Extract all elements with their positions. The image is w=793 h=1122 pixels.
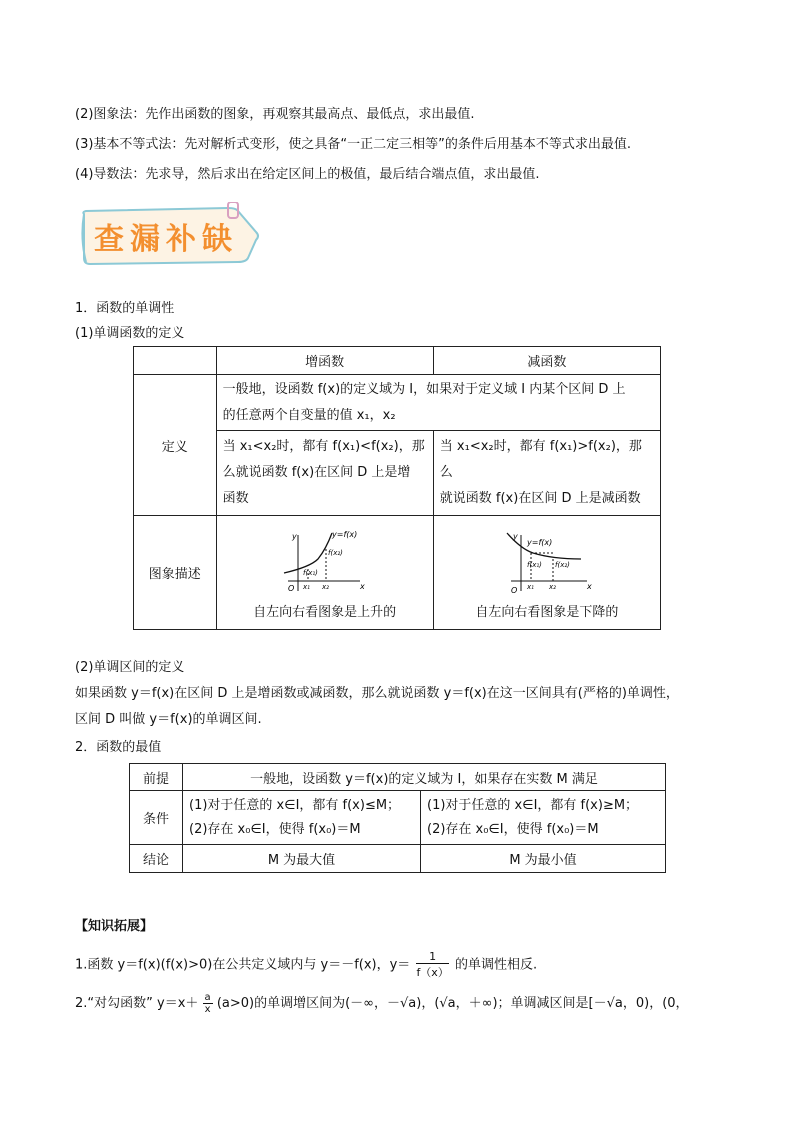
g-dec-y: y xyxy=(512,532,518,541)
extremum-table xyxy=(129,763,666,873)
g-dec-fx1: f(x₁) xyxy=(526,561,542,569)
s1-sub2-text2: 区间 D 叫做 y＝f(x)的单调区间. xyxy=(75,712,262,727)
def-common-2: 的任意两个自变量的值 x₁，x₂ xyxy=(222,407,396,423)
def-inc-2: 么就说函数 f(x)在区间 D 上是增 xyxy=(222,465,411,480)
cond-min-1: (1)对于任意的 x∈I，都有 f(x)≥M； xyxy=(427,797,639,813)
concl-max: M 为最大值 xyxy=(183,845,421,873)
cond-label: 条件 xyxy=(130,791,183,845)
def-dec-2: 就说函数 f(x)在区间 D 上是减函数 xyxy=(439,491,641,506)
premise-label: 前提 xyxy=(130,764,183,791)
g-dec-fx2: f(x₂) xyxy=(554,561,570,569)
ext-item1-fraction xyxy=(416,950,448,980)
g-dec-x: x xyxy=(586,582,592,591)
def-decreasing xyxy=(433,431,660,516)
increasing-graph xyxy=(280,529,370,601)
cond-max-2: (2)存在 x₀∈I，使得 f(x₀)＝M xyxy=(189,821,361,837)
s1-sub2: (2)单调区间的定义 xyxy=(75,660,185,675)
s2-heading: 2．函数的最值 xyxy=(75,740,162,755)
def-dec-1: 当 x₁<x₂时，都有 f(x₁)>f(x₂)，那么 xyxy=(439,439,642,480)
ext-item1-b: 的单调性相反. xyxy=(454,957,538,973)
intro-line-graph-method: (2)图象法：先作出函数的图象，再观察其最高点、最低点，求出最值. xyxy=(75,107,475,122)
ext-item2-fraction xyxy=(203,992,213,1015)
ext-item2-den: x xyxy=(204,1004,211,1015)
def-common-1: 一般地，设函数 f(x)的定义域为 I，如果对于定义域 I 内某个区间 D 上 xyxy=(222,381,626,397)
g-inc-fx: y=f(x) xyxy=(331,530,357,539)
g-dec-x2: x₂ xyxy=(548,583,556,591)
cond-max xyxy=(183,791,421,845)
def-inc-3: 函数 xyxy=(222,491,249,506)
col-decreasing: 减函数 xyxy=(433,347,660,375)
graph-increasing-cell xyxy=(216,516,433,630)
g-inc-o: O xyxy=(287,584,294,593)
cond-max-1: (1)对于任意的 x∈I，都有 f(x)≤M； xyxy=(189,797,401,813)
def-common xyxy=(216,375,660,431)
cond-min-2: (2)存在 x₀∈I，使得 f(x₀)＝M xyxy=(427,821,599,837)
ext-heading: 【知识拓展】 xyxy=(75,919,154,934)
intro-line-derivative-method: (4)导数法：先求导，然后求出在给定区间上的极值，最后结合端点值，求出最值. xyxy=(75,167,540,182)
g-dec-x1: x₁ xyxy=(526,583,534,591)
intro-line-inequality-method: (3)基本不等式法：先对解析式变形，使之具备“一正二定三相等”的条件后用基本不等式求出最值. xyxy=(75,137,632,152)
ext-item1-num: 1 xyxy=(416,950,448,964)
g-inc-fx2: f(x₂) xyxy=(327,549,343,557)
ext-item2 xyxy=(75,992,689,1015)
row-graph: 图象描述 xyxy=(134,516,217,630)
ext-item2-num: a xyxy=(204,992,211,1003)
g-dec-fx: y=f(x) xyxy=(526,538,553,547)
cond-min xyxy=(421,791,666,845)
row-definition: 定义 xyxy=(134,375,217,516)
ext-item1-den: f（x） xyxy=(416,966,449,979)
g-inc-y: y xyxy=(291,532,297,541)
def-inc-1: 当 x₁<x₂时，都有 f(x₁)<f(x₂)，那 xyxy=(222,439,425,454)
ext-item2-a: 2.“对勾函数” y＝x＋ xyxy=(75,996,199,1011)
graph-inc-caption: 自左向右看图象是上升的 xyxy=(253,605,397,620)
s1-heading: 1．函数的单调性 xyxy=(75,301,175,316)
g-inc-x1: x₁ xyxy=(302,583,310,591)
ext-item1 xyxy=(75,950,537,980)
graph-dec-caption: 自左向右看图象是下降的 xyxy=(475,605,619,620)
concl-min: M 为最小值 xyxy=(421,845,666,873)
concl-label: 结论 xyxy=(130,845,183,873)
s1-sub1: (1)单调函数的定义 xyxy=(75,326,185,341)
decreasing-graph xyxy=(497,529,597,601)
g-dec-o: O xyxy=(510,586,518,595)
def-increasing xyxy=(216,431,433,516)
g-inc-x: x xyxy=(359,582,365,591)
ext-item2-b: (a>0)的单调增区间为(－∞，－√a)，(√a，＋∞)；单调减区间是[－√a，0)，(0， xyxy=(216,996,689,1011)
ext-item1-a: 1.函数 y＝f(x)(f(x)>0)在公共定义域内与 y＝－f(x)，y＝ xyxy=(75,957,411,973)
graph-decreasing-cell xyxy=(433,516,660,630)
premise-text: 一般地，设函数 y＝f(x)的定义域为 I，如果存在实数 M 满足 xyxy=(183,764,666,791)
col-increasing: 增函数 xyxy=(216,347,433,375)
empty-cell xyxy=(134,347,217,375)
monotonic-table xyxy=(133,346,661,630)
g-inc-fx1: f(x₁) xyxy=(302,569,318,577)
banner-title: 查漏补缺 xyxy=(94,222,238,257)
g-inc-x2: x₂ xyxy=(321,583,329,591)
s1-sub2-text1: 如果函数 y＝f(x)在区间 D 上是增函数或减函数，那么就说函数 y＝f(x)在这一区间具有(严格的)单调性， xyxy=(75,686,679,701)
